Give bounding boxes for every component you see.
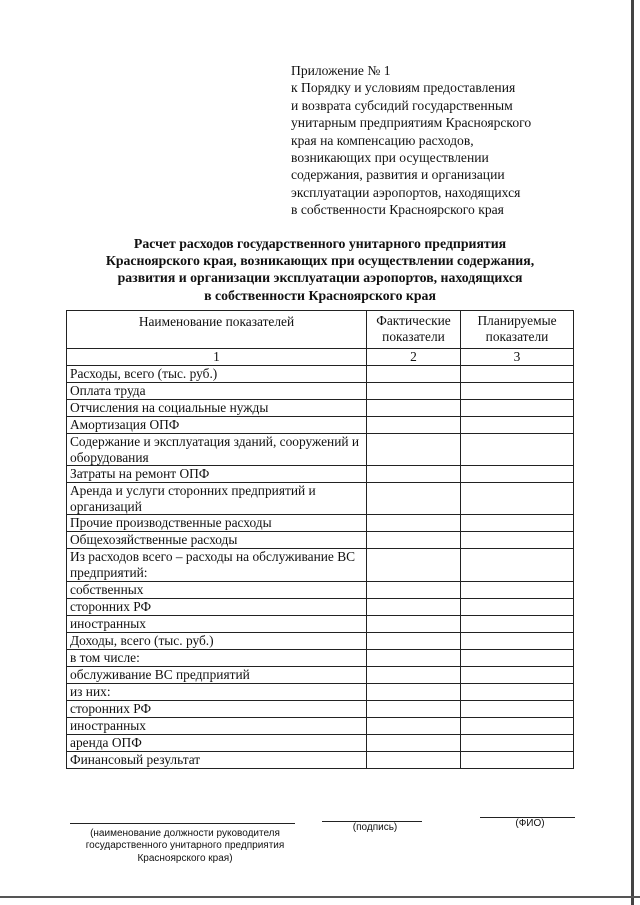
appendix-line: унитарным предприятиям Красноярского (291, 115, 532, 131)
table-row (67, 383, 574, 400)
actual-value-cell[interactable] (367, 734, 461, 751)
indicator-name: Амортизация ОПФ (67, 417, 367, 434)
appendix-line: к Порядку и условиям предоставления (291, 80, 516, 96)
table-row (67, 632, 574, 649)
planned-value-cell[interactable] (461, 751, 574, 768)
planned-value-cell[interactable] (461, 632, 574, 649)
planned-value-cell[interactable] (461, 417, 574, 434)
indicator-name: Доходы, всего (тыс. руб.) (67, 632, 367, 649)
actual-value-cell[interactable] (367, 649, 461, 666)
actual-value-cell[interactable] (367, 383, 461, 400)
actual-value-cell[interactable] (367, 434, 461, 466)
actual-value-cell[interactable] (367, 483, 461, 515)
planned-value-cell[interactable] (461, 615, 574, 632)
calculation-table (66, 310, 574, 769)
column-number: 2 (367, 349, 461, 366)
planned-value-cell[interactable] (461, 383, 574, 400)
planned-value-cell[interactable] (461, 466, 574, 483)
indicator-name: обслуживание ВС предприятий (67, 666, 367, 683)
indicator-name: Расходы, всего (тыс. руб.) (67, 366, 367, 383)
appendix-line: Приложение № 1 (291, 63, 391, 78)
title-line: в собственности Красноярского края (204, 287, 436, 303)
table-row (67, 483, 574, 515)
planned-value-cell[interactable] (461, 734, 574, 751)
actual-value-cell[interactable] (367, 417, 461, 434)
table-row (67, 615, 574, 632)
appendix-line: эксплуатации аэропортов, находящихся (291, 184, 521, 200)
table-row (67, 466, 574, 483)
appendix-line: возникающих при осуществлении (291, 150, 489, 166)
appendix-line: края на компенсацию расходов, (291, 132, 474, 148)
table-row (67, 666, 574, 683)
indicator-name: Отчисления на социальные нужды (67, 400, 367, 417)
document-title (60, 235, 580, 304)
indicator-name: из них: (67, 683, 367, 700)
position-line (70, 823, 295, 824)
indicator-name: аренда ОПФ (67, 734, 367, 751)
actual-value-cell[interactable] (367, 532, 461, 549)
scan-edge-right (631, 0, 634, 905)
indicator-name: Из расходов всего – расходы на обслуживание ВС предприятий: (67, 549, 367, 581)
planned-value-cell[interactable] (461, 549, 574, 581)
table-row (67, 532, 574, 549)
title-line: Красноярского края, возникающих при осуществлении содержания, (105, 253, 535, 269)
planned-value-cell[interactable] (461, 483, 574, 515)
indicator-name: в том числе: (67, 649, 367, 666)
planned-value-cell[interactable] (461, 434, 574, 466)
planned-value-cell[interactable] (461, 532, 574, 549)
table-row (67, 683, 574, 700)
planned-value-cell[interactable] (461, 598, 574, 615)
title-line: Расчет расходов государственного унитарного предприятия (133, 236, 507, 251)
actual-value-cell[interactable] (367, 632, 461, 649)
table-body (67, 366, 574, 769)
appendix-line: в собственности Красноярского края (291, 202, 504, 218)
table-header-row (67, 311, 574, 349)
table-row (67, 434, 574, 466)
indicator-name: собственных (67, 581, 367, 598)
title-line: развития и организации эксплуатации аэропортов, находящихся (117, 270, 523, 286)
table-row (67, 400, 574, 417)
table-row (67, 549, 574, 581)
indicator-name: Прочие производственные расходы (67, 515, 367, 532)
column-number: 1 (67, 349, 367, 366)
table-row (67, 649, 574, 666)
indicator-name: Затраты на ремонт ОПФ (67, 466, 367, 483)
table-row (67, 366, 574, 383)
planned-value-cell[interactable] (461, 649, 574, 666)
actual-value-cell[interactable] (367, 581, 461, 598)
table-row (67, 581, 574, 598)
position-caption: (наименование должности руководителя государственного унитарного предприятия Красноярского края) (85, 828, 285, 864)
column-number: 3 (461, 349, 574, 366)
indicator-name: Финансовый результат (67, 751, 367, 768)
indicator-name: иностранных (67, 615, 367, 632)
actual-value-cell[interactable] (367, 751, 461, 768)
indicator-name: сторонних РФ (67, 700, 367, 717)
appendix-line: содержания, развития и организации (291, 167, 505, 183)
planned-value-cell[interactable] (461, 683, 574, 700)
indicator-name: сторонних РФ (67, 598, 367, 615)
scan-edge-bottom (0, 896, 640, 898)
appendix-header (291, 62, 591, 219)
table-row (67, 700, 574, 717)
header-actual: Фактические показатели (367, 311, 461, 349)
actual-value-cell[interactable] (367, 683, 461, 700)
actual-value-cell[interactable] (367, 717, 461, 734)
actual-value-cell[interactable] (367, 598, 461, 615)
table-row (67, 598, 574, 615)
planned-value-cell[interactable] (461, 700, 574, 717)
planned-value-cell[interactable] (461, 581, 574, 598)
indicator-name: иностранных (67, 717, 367, 734)
header-planned: Планируемые показатели (461, 311, 574, 349)
indicator-name: Содержание и эксплуатация зданий, сооружений и оборудования (67, 434, 367, 466)
indicator-name: Общехозяйственные расходы (67, 532, 367, 549)
planned-value-cell[interactable] (461, 400, 574, 417)
table-row (67, 734, 574, 751)
signature-caption: (подпись) (352, 822, 398, 833)
planned-value-cell[interactable] (461, 717, 574, 734)
appendix-line: и возврата субсидий государственным (291, 97, 513, 113)
actual-value-cell[interactable] (367, 466, 461, 483)
table-row (67, 515, 574, 532)
header-indicator-name: Наименование показателей (67, 311, 367, 349)
actual-value-cell[interactable] (367, 666, 461, 683)
table-row (67, 751, 574, 768)
planned-value-cell[interactable] (461, 515, 574, 532)
actual-value-cell[interactable] (367, 549, 461, 581)
actual-value-cell[interactable] (367, 400, 461, 417)
table-row (67, 717, 574, 734)
name-caption: (ФИО) (515, 818, 545, 829)
planned-value-cell[interactable] (461, 666, 574, 683)
actual-value-cell[interactable] (367, 366, 461, 383)
planned-value-cell[interactable] (461, 366, 574, 383)
actual-value-cell[interactable] (367, 700, 461, 717)
actual-value-cell[interactable] (367, 615, 461, 632)
indicator-name: Оплата труда (67, 383, 367, 400)
column-number-row (67, 349, 574, 366)
indicator-name: Аренда и услуги сторонних предприятий и организаций (67, 483, 367, 515)
table-row (67, 417, 574, 434)
actual-value-cell[interactable] (367, 515, 461, 532)
